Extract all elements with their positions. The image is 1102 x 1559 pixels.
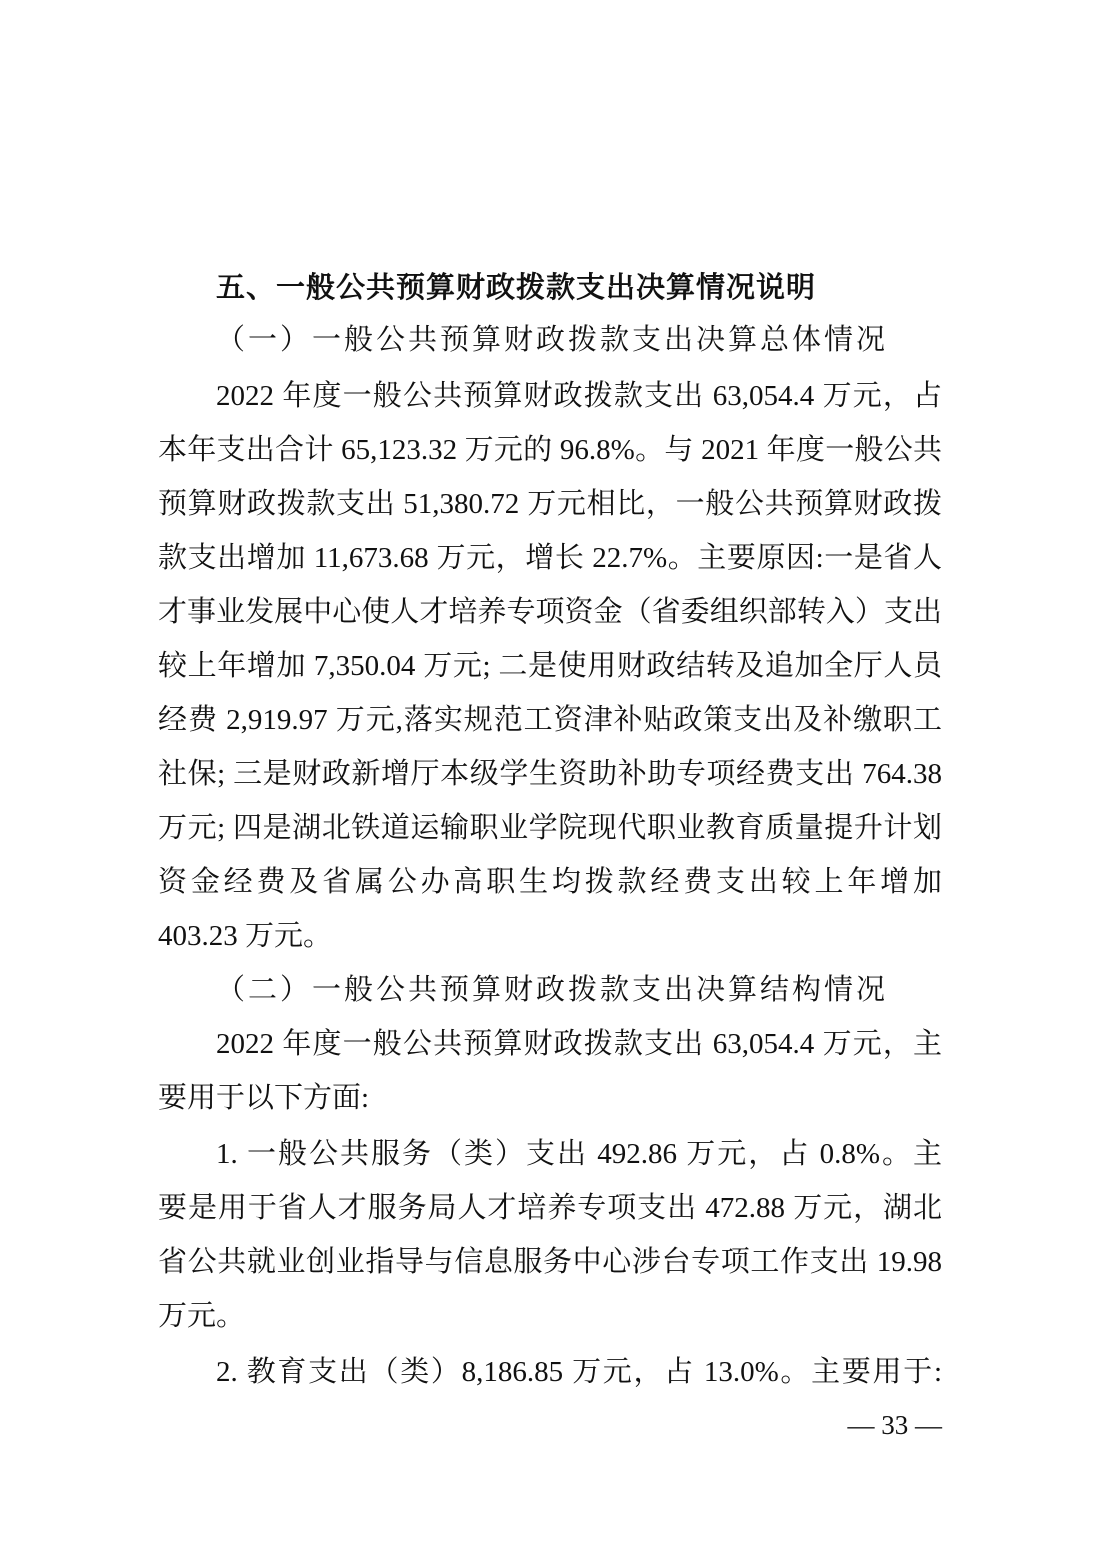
paragraph-line: 万元; 四是湖北铁道运输职业学院现代职业教育质量提升计划 bbox=[158, 812, 942, 844]
paragraph-line: 经费 2,919.97 万元,落实规范工资津补贴政策支出及补缴职工 bbox=[158, 704, 942, 736]
paragraph-line: 预算财政拨款支出 51,380.72 万元相比，一般公共预算财政拨 bbox=[158, 488, 942, 520]
list-item-1-line: 要是用于省人才服务局人才培养专项支出 472.88 万元，湖北 bbox=[158, 1192, 942, 1224]
subsection-1-title: （一）一般公共预算财政拨款支出决算总体情况 bbox=[216, 324, 889, 356]
paragraph-line: 2022 年度一般公共预算财政拨款支出 63,054.4 万元，占 bbox=[216, 380, 942, 412]
paragraph-line: 才事业发展中心使人才培养专项资金（省委组织部转入）支出 bbox=[158, 596, 942, 628]
list-item-1-line: 省公共就业创业指导与信息服务中心涉台专项工作支出 19.98 bbox=[158, 1246, 942, 1278]
list-item-1-line: 万元。 bbox=[158, 1300, 246, 1332]
page-number: — 33 — bbox=[847, 1410, 942, 1440]
subsection-2-title: （二）一般公共预算财政拨款支出决算结构情况 bbox=[216, 974, 889, 1006]
paragraph-line: 2022 年度一般公共预算财政拨款支出 63,054.4 万元，主 bbox=[216, 1028, 942, 1060]
paragraph-line: 社保; 三是财政新增厅本级学生资助补助专项经费支出 764.38 bbox=[158, 758, 942, 790]
paragraph-line: 较上年增加 7,350.04 万元; 二是使用财政结转及追加全厅人员 bbox=[158, 650, 942, 682]
paragraph-line: 403.23 万元。 bbox=[158, 920, 333, 952]
list-item-1-line: 1. 一般公共服务（类）支出 492.86 万元，占 0.8%。主 bbox=[216, 1138, 942, 1170]
section-title: 五、一般公共预算财政拨款支出决算情况说明 bbox=[216, 270, 817, 304]
paragraph-line: 款支出增加 11,673.68 万元，增长 22.7%。主要原因:一是省人 bbox=[158, 542, 942, 574]
paragraph-line: 要用于以下方面: bbox=[158, 1082, 370, 1114]
list-item-2-line: 2. 教育支出（类）8,186.85 万元，占 13.0%。主要用于: bbox=[216, 1356, 942, 1388]
paragraph-line: 资金经费及省属公办高职生均拨款经费支出较上年增加 bbox=[158, 866, 942, 898]
paragraph-line: 本年支出合计 65,123.32 万元的 96.8%。与 2021 年度一般公共 bbox=[158, 434, 942, 466]
